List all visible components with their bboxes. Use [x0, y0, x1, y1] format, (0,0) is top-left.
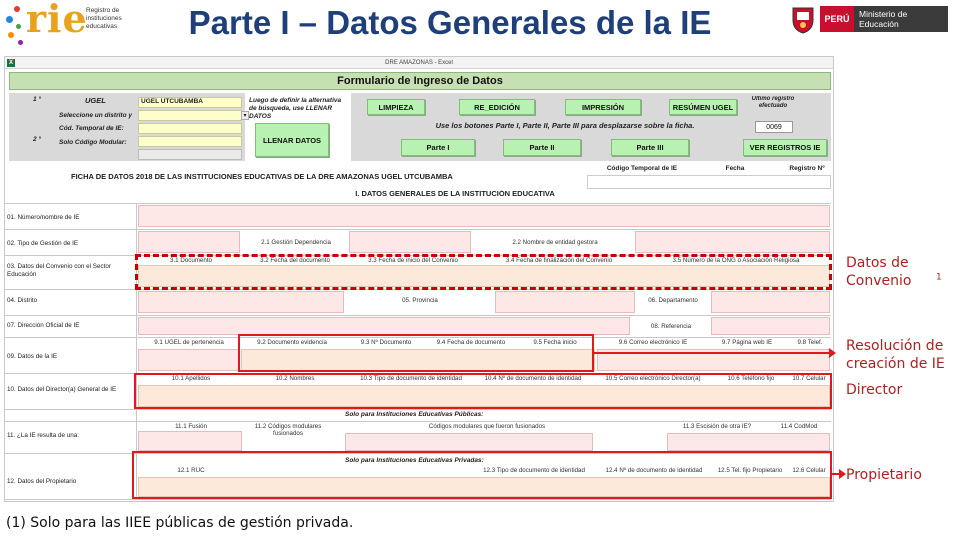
ficha-header-values — [587, 175, 831, 189]
h-9-1: 9.1 UGEL de pertenencia — [154, 339, 224, 346]
h-9-2: 9.2 Documento evidencia — [257, 339, 327, 346]
propietario-arrow-icon — [832, 473, 840, 475]
codigos-fusionados-field[interactable] — [345, 433, 593, 451]
departamento-field[interactable] — [711, 291, 830, 313]
search-hint: Luego de definir la alternativa de búsqueda, use LLENAR DATOS — [249, 97, 342, 120]
dependencia-field[interactable] — [349, 231, 471, 253]
h-2-1: 2.1 Gestión Dependencia — [261, 239, 331, 246]
logo-word: rie — [26, 0, 88, 41]
provincia-field[interactable] — [495, 291, 635, 313]
ugel-label: UGEL — [85, 97, 106, 105]
row-10-label: 10. Datos del Director(a) General de IE — [7, 386, 117, 393]
convenio-annotation — [846, 254, 942, 290]
ultimo-registro-value: 0069 — [755, 121, 793, 133]
direccion-field[interactable] — [138, 317, 630, 335]
h-3-1: 3.1 Documento — [170, 257, 212, 264]
step1-number: 1 ° — [33, 96, 42, 103]
cod-temporal-label: Cód. Temporal de IE: — [59, 125, 124, 132]
director-annotation: Director — [846, 382, 903, 398]
h-12-6: 12.6 Celular — [792, 467, 826, 474]
window-title: DRE AMAZONAS - Excel — [385, 60, 453, 66]
h-12-3: 12.3 Tipo de documento de identidad — [483, 467, 585, 474]
row-09-label: 09. Datos de la IE — [7, 353, 58, 360]
fusion-field[interactable] — [138, 431, 242, 451]
h-10-6: 10.6 Teléfono fijo — [727, 375, 775, 382]
logo-subtitle: Registro de instituciones educativas — [86, 7, 122, 30]
h-9-7: 9.7 Página web IE — [721, 339, 773, 346]
h-10-7: 10.7 Celular — [792, 375, 826, 382]
solo-codigo-label: Solo Código Modular: — [59, 139, 127, 146]
entidad-gestora-field[interactable] — [635, 231, 830, 253]
row-04-label: 04. Distrito — [7, 297, 38, 304]
h-10-1: 10.1 Apellidos — [171, 375, 211, 382]
parte1-button[interactable]: Parte I — [401, 139, 475, 156]
distrito-select[interactable] — [138, 110, 242, 121]
ficha-title: FICHA DE DATOS 2018 DE LAS INSTITUCIONES EDUCATIVAS DE LA DRE AMAZONAS UGEL UTCUBAMBA — [71, 173, 453, 181]
h-9-3: 9.3 Nº Documento — [360, 339, 412, 346]
referencia-field[interactable] — [711, 317, 830, 335]
h-10-4: 10.4 Nº de documento de identidad — [484, 375, 582, 382]
row-11-label: 11. ¿La IE resulta de una: — [7, 432, 79, 439]
ie-name-field[interactable] — [138, 205, 830, 227]
parte2-button[interactable]: Parte II — [503, 139, 581, 156]
solo-privadas-label: Solo para Instituciones Educativas Privadas: — [345, 457, 484, 464]
h-10-5: 10.5 Correo electrónico Director(a) — [605, 375, 701, 382]
h-12-4: 12.4 Nº de documento de identidad — [605, 467, 703, 474]
step2-number: 2 ° — [33, 136, 42, 143]
distrito-field[interactable] — [138, 291, 344, 313]
resolucion-annotation: Resolución de creación de IE — [846, 338, 945, 372]
row-03-label: 03. Datos del Convenio con el Sector Educación — [7, 263, 111, 278]
propietario-highlight — [132, 451, 832, 499]
director-highlight — [134, 373, 832, 409]
codigo-modular-input[interactable] — [138, 136, 242, 147]
ugel-pertenencia-field[interactable] — [138, 349, 240, 371]
rie-logo — [4, 2, 154, 54]
cod-temporal-input[interactable] — [138, 123, 242, 134]
h-3-2: 3.2 Fecha del documento — [260, 257, 330, 264]
limpieza-button[interactable]: LIMPIEZA — [367, 99, 425, 115]
row-12-label: 12. Datos del Propietario — [7, 478, 77, 485]
h-10-3: 10.3 Tipo de documento de identidad — [360, 375, 462, 382]
ugel-select[interactable]: UGEL UTCUBAMBA — [138, 97, 242, 108]
h-12-1: 12.1 RUC — [177, 467, 205, 474]
convenio-annotation-sup: 1 — [936, 272, 942, 283]
peru-label: PERÚ — [820, 6, 854, 32]
window-titlebar — [5, 57, 833, 69]
h-3-4: 3.4 Fecha de finalización del Convenio — [505, 257, 613, 264]
h-11-1: 11.1 Fusión — [175, 423, 207, 430]
escision-field[interactable] — [667, 433, 830, 451]
h-11-4: 11.4 CodMod — [780, 423, 818, 430]
parte3-button[interactable]: Parte III — [611, 139, 689, 156]
chevron-down-icon[interactable]: ▾ — [241, 111, 249, 120]
codigos-fusionados-label: Códigos modulares que fueron fusionados — [428, 423, 546, 430]
col-registro: Registro Nº — [789, 165, 825, 172]
seleccione-label: Seleccione un distrito y — [59, 112, 132, 119]
h-11-2: 11.2 Códigos modulares fusionados — [254, 423, 322, 437]
ultimo-registro-label: Último registro efectuado — [751, 96, 795, 109]
minedu-logo — [790, 2, 960, 38]
col-codigo-temporal: Código Temporal de IE — [606, 165, 678, 172]
row-07-label: 07. Dirección Oficial de IE — [7, 322, 80, 329]
h-9-8: 9.8 Telef. — [797, 339, 823, 346]
h-3-5: 3.5 Número de la ONG o Asociación Religiosa — [672, 257, 800, 264]
footnote: (1) Solo para las IIEE públicas de gestión privada. — [6, 515, 354, 531]
coat-of-arms-icon — [790, 4, 816, 34]
gestion-field[interactable] — [138, 231, 240, 253]
resolucion-highlight — [238, 334, 594, 372]
h-9-6: 9.6 Correo electrónico IE — [618, 339, 688, 346]
llenar-datos-button[interactable]: LLENAR DATOS — [255, 123, 329, 157]
h-12-5: 12.5 Tel. fijo Propietario — [717, 467, 783, 474]
resumen-ugel-button[interactable]: RESÚMEN UGEL — [669, 99, 737, 115]
h-08: 08. Referencia — [650, 323, 692, 330]
slide-title: Parte I – Datos Generales de la IE — [188, 4, 712, 41]
empty-input — [138, 149, 242, 160]
ver-registros-button[interactable]: VER REGISTROS IE — [743, 139, 827, 156]
h-9-5: 9.5 Fecha inicio — [533, 339, 577, 346]
col-fecha: Fecha — [725, 165, 745, 172]
use-botones-hint: Use los botones Parte I, Parte II, Parte III para desplazarse sobre la ficha. — [435, 122, 695, 130]
reedicion-button[interactable]: RE_EDICIÓN — [459, 99, 535, 115]
h-9-4: 9.4 Fecha de documento — [436, 339, 506, 346]
h-3-3: 3.3 Fecha de inicio del Convenio — [368, 257, 458, 264]
row-01-label: 01. Número/nombre de IE — [7, 214, 80, 221]
h-06: 06. Departamento — [648, 297, 698, 304]
excel-icon: X — [8, 60, 13, 66]
propietario-annotation: Propietario — [846, 467, 922, 483]
form-title: Formulario de Ingreso de Datos — [9, 72, 831, 90]
convenio-highlight — [135, 254, 832, 290]
ministerio-label: Ministerio de Educación — [854, 6, 948, 32]
section-title: I. DATOS GENERALES DE LA INSTITUCIÓN EDUCATIVA — [355, 190, 555, 198]
h-05: 05. Provincia — [402, 297, 438, 304]
convenio-annotation-text: Datos de Convenio — [846, 255, 912, 289]
h-2-2: 2.2 Nombre de entidad gestora — [512, 239, 598, 246]
row-02-label: 02. Tipo de Gestión de IE — [7, 240, 79, 247]
solo-publicas-label: Solo para Instituciones Educativas Públicas: — [345, 411, 484, 418]
h-10-2: 10.2 Nombres — [275, 375, 315, 382]
impresion-button[interactable]: IMPRESIÓN — [565, 99, 641, 115]
h-11-3: 11.3 Escisión de otra IE? — [682, 423, 752, 430]
resolucion-arrow-icon — [594, 352, 830, 354]
